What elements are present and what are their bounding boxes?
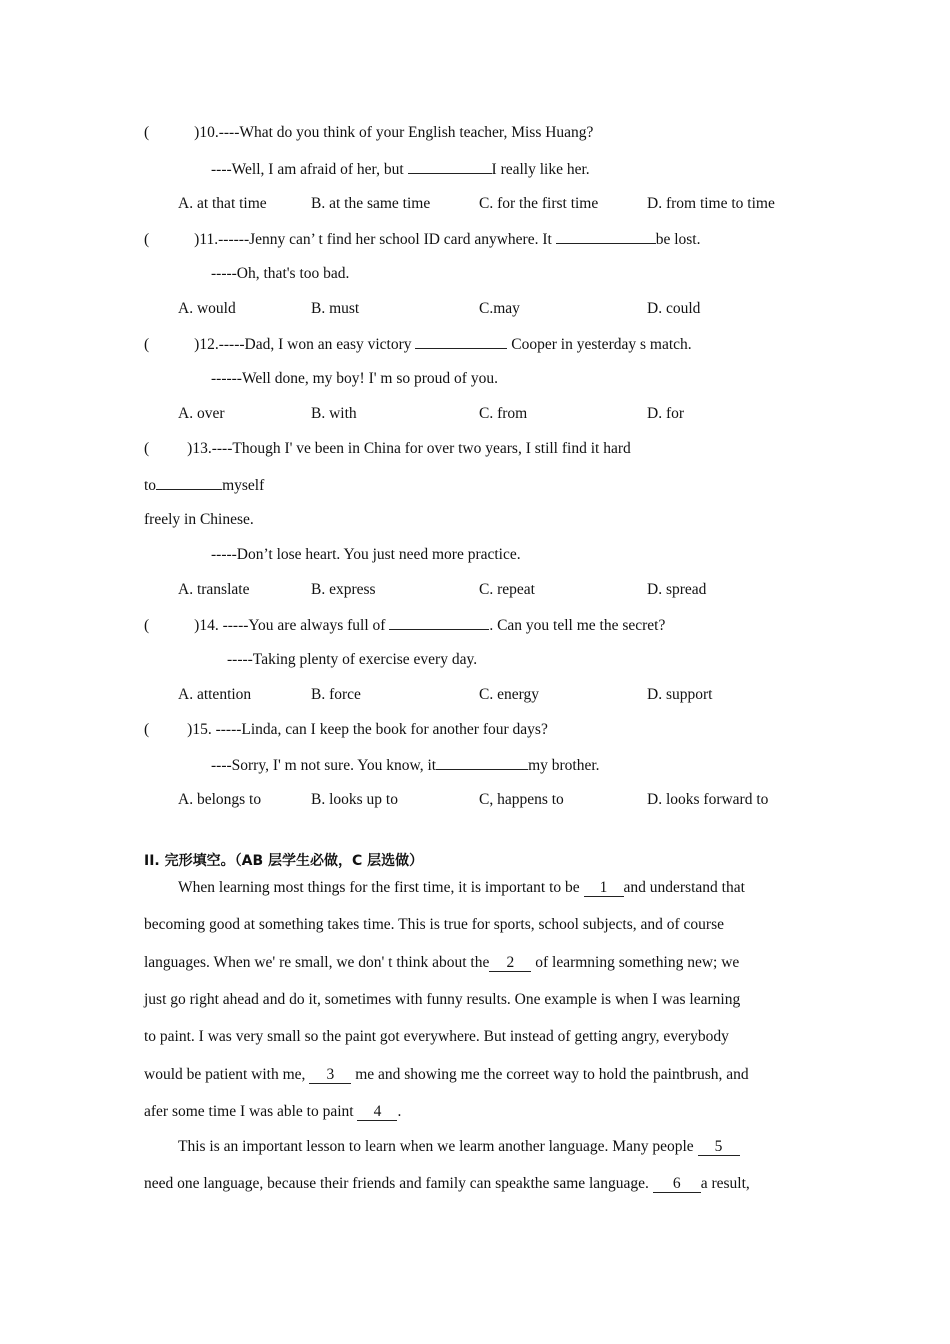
passage-line — [144, 1174, 750, 1194]
answer-paren: ( — [144, 617, 150, 634]
passage-line — [178, 878, 745, 898]
option-a: A. would — [178, 300, 236, 317]
cloze-blank-1: 1 — [584, 880, 624, 897]
option-d: D. for — [647, 405, 685, 422]
option-b: B. looks up to — [311, 791, 398, 808]
reply-text: I really like her. — [491, 161, 590, 178]
reply-text: my brother. — [528, 757, 600, 774]
passage-text: languages. When we' re small, we don' t think about the — [144, 954, 490, 971]
answer-blank — [408, 159, 492, 174]
passage-line — [178, 1137, 740, 1157]
passage-text: a result, — [700, 1175, 750, 1192]
answer-blank — [436, 755, 528, 770]
option-a: A. over — [178, 405, 225, 422]
passage-line — [144, 1065, 749, 1085]
option-a: A. at that time — [178, 195, 267, 212]
option-b: B. must — [311, 300, 360, 317]
section-title: II. 完形填空。（AB 层学生必做，C 层选做） — [144, 853, 424, 869]
question-text: . Can you tell me the secret? — [489, 617, 666, 634]
question-text: Cooper in yesterday s match. — [511, 336, 692, 353]
option-b: B. with — [311, 405, 357, 422]
question-reply: ------Well done, my boy! I' m so proud of you. — [211, 370, 498, 387]
passage-text: . — [397, 1103, 402, 1120]
question-continuation — [144, 475, 264, 496]
question-text: )14. -----You are always full of — [194, 617, 386, 634]
question-12 — [144, 334, 692, 355]
cloze-blank-3: 3 — [309, 1067, 351, 1084]
answer-paren: ( — [144, 440, 150, 457]
option-b: B. at the same time — [311, 195, 431, 212]
answer-blank — [156, 475, 222, 490]
passage-text: afer some time I was able to paint — [144, 1103, 354, 1120]
option-d: D. spread — [647, 581, 707, 598]
passage-text: need one language, because their friends and family can speakthe same language. — [144, 1175, 649, 1192]
passage-text: When learning most things for the first time, it is important to be — [178, 879, 580, 896]
question-13 — [144, 439, 631, 459]
option-d: D. from time to time — [647, 195, 775, 212]
question-reply: -----Oh, that's too bad. — [211, 265, 350, 282]
cloze-blank-2: 2 — [489, 955, 531, 972]
question-text: be lost. — [655, 231, 701, 248]
question-text: )15. -----Linda, can I keep the book for another four days? — [187, 721, 548, 738]
answer-blank — [415, 334, 507, 349]
question-reply: -----Taking plenty of exercise every day. — [227, 651, 478, 668]
question-11 — [144, 229, 700, 250]
question-text: )12.-----Dad, I won an easy victory — [194, 336, 412, 353]
passage-line: becoming good at something takes time. This is true for sports, school subjects, and of course — [144, 916, 725, 933]
passage-line — [144, 1102, 401, 1122]
question-text: )11.------Jenny can’ t find her school ID card anywhere. It — [194, 231, 552, 248]
option-b: B. express — [311, 581, 376, 598]
option-d: D. could — [647, 300, 701, 317]
cloze-blank-4: 4 — [357, 1104, 397, 1121]
question-text: to — [144, 477, 157, 494]
cloze-blank-5: 5 — [698, 1139, 740, 1156]
option-c: C. from — [479, 405, 528, 422]
option-a: A. attention — [178, 686, 252, 703]
option-c: C. repeat — [479, 581, 535, 598]
answer-blank — [389, 615, 489, 630]
answer-paren: ( — [144, 721, 150, 738]
question-15 — [144, 720, 548, 740]
option-b: B. force — [311, 686, 361, 703]
question-reply: -----Don’t lose heart. You just need more practice. — [211, 546, 521, 563]
question-text: )10.----What do you think of your English teacher, Miss Huang? — [194, 124, 594, 141]
cloze-blank-6: 6 — [653, 1176, 701, 1193]
reply-text: ----Sorry, I' m not sure. You know, it — [211, 757, 437, 774]
question-reply — [211, 755, 600, 776]
option-a: A. belongs to — [178, 791, 262, 808]
question-text: myself — [222, 477, 265, 494]
passage-text: of learmning something new; we — [535, 954, 740, 971]
passage-text: and understand that — [623, 879, 745, 896]
passage-line: to paint. I was very small so the paint got everywhere. But instead of getting angry, everybody — [144, 1028, 729, 1045]
answer-blank — [556, 229, 656, 244]
option-c: C. for the first time — [479, 195, 599, 212]
answer-paren: ( — [144, 124, 150, 141]
answer-paren: ( — [144, 231, 150, 248]
option-c: C. energy — [479, 686, 539, 703]
option-c: C.may — [479, 300, 520, 317]
answer-paren: ( — [144, 336, 150, 353]
passage-line: just go right ahead and do it, sometimes with funny results. One example is when I was learning — [144, 991, 741, 1008]
passage-text: would be patient with me, — [144, 1066, 306, 1083]
passage-text: me and showing me the correet way to hold the paintbrush, and — [355, 1066, 749, 1083]
option-c: C, happens to — [479, 791, 564, 808]
passage-text: This is an important lesson to learn when we learm another language. Many people — [178, 1138, 694, 1155]
question-text: )13.----Though I' ve been in China for over two years, I still find it hard — [187, 440, 631, 457]
question-10 — [144, 123, 593, 143]
reply-text: ----Well, I am afraid of her, but — [211, 161, 404, 178]
option-a: A. translate — [178, 581, 250, 598]
question-14 — [144, 615, 665, 636]
passage-line — [144, 953, 739, 973]
option-d: D. looks forward to — [647, 791, 769, 808]
option-d: D. support — [647, 686, 713, 703]
question-continuation: freely in Chinese. — [144, 511, 254, 528]
question-reply — [211, 159, 590, 180]
